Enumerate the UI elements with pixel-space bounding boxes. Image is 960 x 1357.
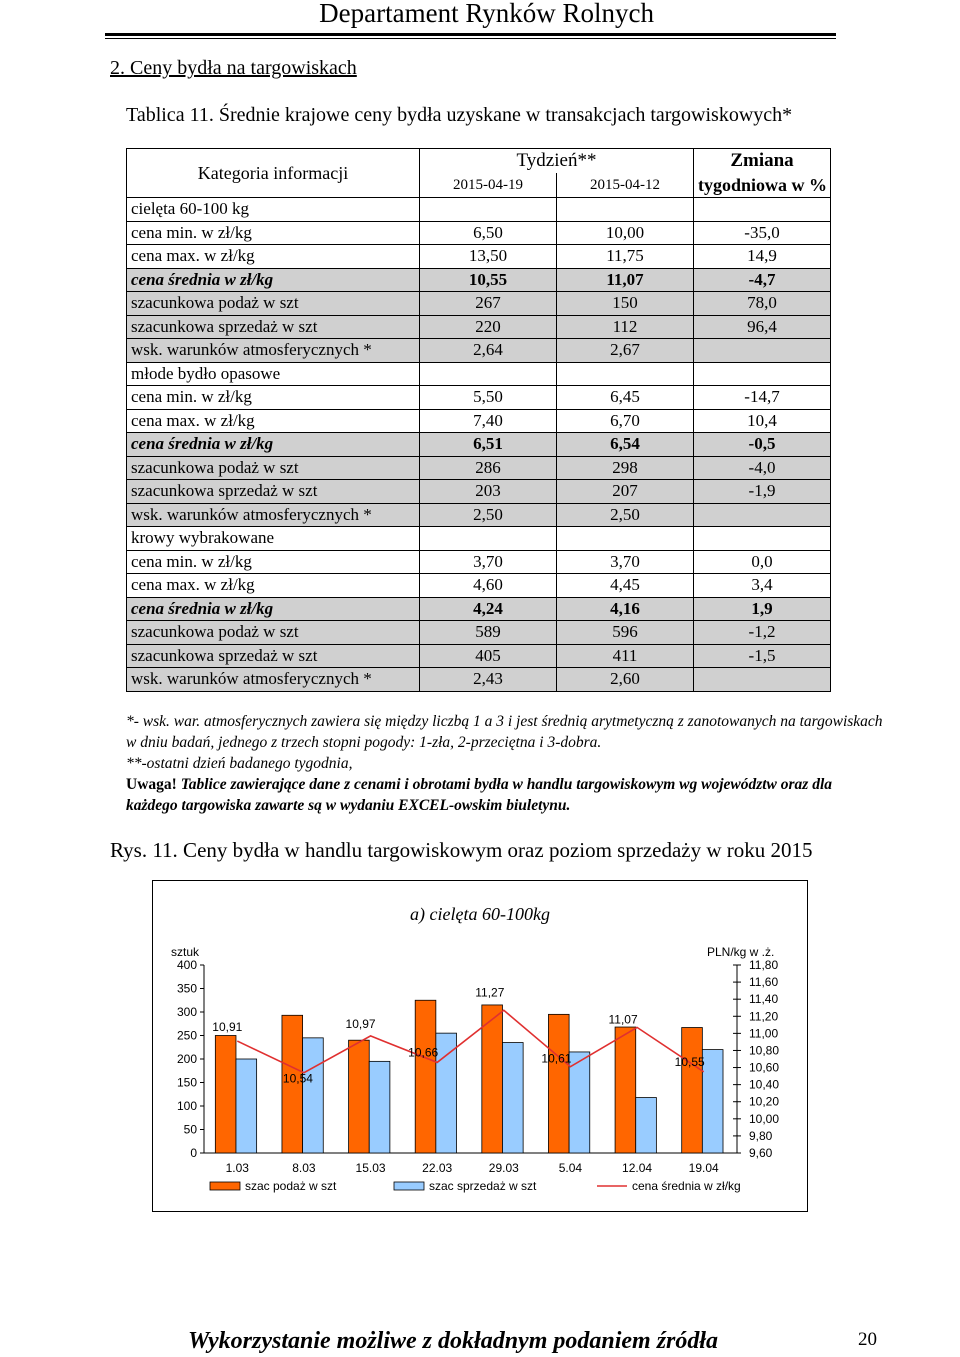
table-row	[127, 550, 831, 574]
value-week2: 411	[557, 644, 694, 668]
y2-tick-label: 11,40	[749, 992, 779, 1007]
value-change: 10,4	[694, 409, 831, 433]
value-change: -1,9	[694, 480, 831, 504]
value-week1: 5,50	[420, 386, 557, 410]
value-week1: 2,64	[420, 339, 557, 363]
value-week2: 596	[557, 621, 694, 645]
value-week1: 6,50	[420, 221, 557, 245]
row-label: cena średnia w zł/kg	[127, 433, 420, 457]
table-row	[127, 409, 831, 433]
header-change-unit: tygodniowa w %	[694, 173, 831, 198]
category-name: młode bydło opasowe	[127, 362, 420, 386]
table-row	[127, 268, 831, 292]
empty-cell	[694, 527, 831, 551]
value-week2: 11,75	[557, 245, 694, 269]
row-label: szacunkowa podaż w szt	[127, 456, 420, 480]
bar-supply	[415, 1000, 436, 1153]
row-label: szacunkowa podaż w szt	[127, 292, 420, 316]
header-change: Zmiana	[694, 149, 831, 174]
y2-tick-label: 9,80	[749, 1128, 773, 1143]
y2-tick-label: 11,20	[749, 1009, 779, 1024]
value-week1: 2,50	[420, 503, 557, 527]
price-data-label: 10,91	[212, 1020, 243, 1035]
empty-cell	[420, 198, 557, 222]
value-week1: 2,43	[420, 668, 557, 692]
value-week2: 4,16	[557, 597, 694, 621]
value-week2: 2,50	[557, 503, 694, 527]
table-row	[127, 386, 831, 410]
chart-svg	[152, 880, 808, 1212]
header-rule-thin	[105, 38, 836, 39]
value-change: 1,9	[694, 597, 831, 621]
y2-tick-label: 11,80	[749, 958, 779, 972]
bar-supply	[548, 1014, 569, 1153]
note-warning-text: Tablice zawierające dane z cenami i obrotami bydła w handlu targowiskowym wg województw oraz dla każdego targowiska zawarte są w wydaniu EXCEL-owskim biuletynu.	[126, 776, 833, 814]
x-tick-label: 22.03	[422, 1161, 453, 1175]
value-week1: 4,60	[420, 574, 557, 598]
bar-supply	[349, 1040, 370, 1153]
price-data-label: 11,27	[475, 985, 505, 1000]
page-number: 20	[858, 1329, 877, 1350]
x-tick-label: 1.03	[225, 1161, 249, 1175]
bar-sales	[502, 1043, 523, 1153]
value-change: 96,4	[694, 315, 831, 339]
x-tick-label: 19.04	[688, 1161, 719, 1175]
x-tick-label: 8.03	[292, 1161, 316, 1175]
empty-cell	[420, 527, 557, 551]
value-change: 14,9	[694, 245, 831, 269]
value-change: 3,4	[694, 574, 831, 598]
x-tick-label: 5.04	[558, 1161, 583, 1175]
header-date1: 2015-04-19	[420, 173, 557, 198]
value-week2: 207	[557, 480, 694, 504]
table-row	[127, 574, 831, 598]
value-change: -1,2	[694, 621, 831, 645]
value-week2: 2,60	[557, 668, 694, 692]
row-label: szacunkowa sprzedaż w szt	[127, 480, 420, 504]
y2-tick-label: 11,00	[749, 1026, 779, 1041]
category-row	[127, 527, 831, 551]
bar-supply	[615, 1027, 636, 1153]
row-label: cena średnia w zł/kg	[127, 597, 420, 621]
value-week2: 6,54	[557, 433, 694, 457]
empty-cell	[420, 362, 557, 386]
value-change: 78,0	[694, 292, 831, 316]
bar-supply	[682, 1028, 703, 1153]
y-axis-label: sztuk	[171, 945, 200, 959]
price-data-label: 10,54	[282, 1071, 313, 1086]
table-row	[127, 456, 831, 480]
y-tick-label: 300	[176, 1005, 197, 1019]
y-tick-label: 100	[176, 1099, 197, 1113]
row-label: wsk. warunków atmosferycznych *	[127, 503, 420, 527]
row-label: cena średnia w zł/kg	[127, 268, 420, 292]
chart-container	[152, 880, 808, 1212]
table-row	[127, 644, 831, 668]
value-change: -1,5	[694, 644, 831, 668]
value-week2: 150	[557, 292, 694, 316]
row-label: cena min. w zł/kg	[127, 550, 420, 574]
y-tick-label: 150	[176, 1075, 197, 1090]
row-label: wsk. warunków atmosferycznych *	[127, 339, 420, 363]
legend-swatch	[394, 1182, 424, 1190]
table-row	[127, 621, 831, 645]
value-week2: 298	[557, 456, 694, 480]
row-label: cena max. w zł/kg	[127, 245, 420, 269]
category-row	[127, 198, 831, 222]
value-week2: 4,45	[557, 574, 694, 598]
table-row	[127, 503, 831, 527]
header-rule	[105, 33, 836, 36]
x-tick-label: 29.03	[488, 1161, 519, 1175]
empty-cell	[557, 198, 694, 222]
y2-tick-label: 11,60	[749, 975, 779, 990]
empty-cell	[694, 198, 831, 222]
row-label: cena max. w zł/kg	[127, 409, 420, 433]
value-change	[694, 668, 831, 692]
figure-caption: Rys. 11. Ceny bydła w handlu targowiskowym oraz poziom sprzedaży w roku 2015	[110, 838, 813, 862]
value-week2: 11,07	[557, 268, 694, 292]
value-week2: 10,00	[557, 221, 694, 245]
bar-sales	[303, 1038, 324, 1153]
footer-source-note: Wykorzystanie możliwe z dokładnym podaniem źródła	[188, 1328, 719, 1354]
header-category: Kategoria informacji	[127, 149, 420, 198]
value-change: -14,7	[694, 386, 831, 410]
table-row	[127, 433, 831, 457]
table-caption: Tablica 11. Średnie krajowe ceny bydła uzyskane w transakcjach targowiskowych*	[126, 104, 793, 126]
value-week1: 3,70	[420, 550, 557, 574]
value-week2: 6,45	[557, 386, 694, 410]
category-name: cielęta 60-100 kg	[127, 198, 420, 222]
value-week1: 286	[420, 456, 557, 480]
price-data-label: 11,07	[608, 1012, 638, 1027]
empty-cell	[694, 362, 831, 386]
legend-label: cena średnia w zł/kg	[632, 1179, 741, 1193]
category-name: krowy wybrakowane	[127, 527, 420, 551]
y2-tick-label: 10,80	[749, 1043, 780, 1058]
row-label: szacunkowa podaż w szt	[127, 621, 420, 645]
note-last-day: **-ostatni dzień badanego tygodnia,	[126, 755, 353, 772]
value-week1: 10,55	[420, 268, 557, 292]
row-label: wsk. warunków atmosferycznych *	[127, 668, 420, 692]
table-row	[127, 315, 831, 339]
bar-sales	[702, 1050, 723, 1153]
row-label: szacunkowa sprzedaż w szt	[127, 644, 420, 668]
bar-sales	[436, 1033, 457, 1153]
value-change: 0,0	[694, 550, 831, 574]
table-row	[127, 339, 831, 363]
note-warning	[126, 774, 886, 816]
table-row	[127, 668, 831, 692]
row-label: cena min. w zł/kg	[127, 221, 420, 245]
value-week1: 203	[420, 480, 557, 504]
bar-sales	[236, 1059, 257, 1153]
price-data-label: 10,97	[345, 1016, 376, 1031]
price-data-label: 10,55	[674, 1054, 705, 1069]
value-change	[694, 503, 831, 527]
value-change: -4,7	[694, 268, 831, 292]
table-row	[127, 292, 831, 316]
y-tick-label: 350	[176, 981, 197, 996]
y2-tick-label: 10,00	[749, 1111, 780, 1126]
bar-sales	[569, 1052, 590, 1153]
department-title: Departament Rynków Rolnych	[319, 0, 654, 28]
value-week1: 405	[420, 644, 557, 668]
chart-title: a) cielęta 60-100kg	[410, 904, 550, 924]
row-label: cena min. w zł/kg	[127, 386, 420, 410]
legend-label: szac sprzedaż w szt	[429, 1179, 537, 1193]
legend-label: szac podaż w szt	[245, 1179, 337, 1193]
note-warning-lead: Uwaga!	[126, 776, 177, 793]
value-change: -35,0	[694, 221, 831, 245]
value-week2: 6,70	[557, 409, 694, 433]
table-row	[127, 480, 831, 504]
x-tick-label: 15.03	[355, 1161, 386, 1175]
category-row	[127, 362, 831, 386]
header-week: Tydzień**	[420, 149, 694, 174]
value-week2: 3,70	[557, 550, 694, 574]
value-change	[694, 339, 831, 363]
price-data-label: 10,66	[408, 1045, 439, 1060]
x-tick-label: 12.04	[622, 1161, 653, 1175]
bar-supply	[482, 1005, 503, 1153]
row-label: szacunkowa sprzedaż w szt	[127, 315, 420, 339]
y2-axis-label: PLN/kg w .ż.	[707, 945, 775, 959]
y-tick-label: 250	[176, 1028, 197, 1043]
table-row	[127, 221, 831, 245]
value-week1: 589	[420, 621, 557, 645]
y-tick-label: 200	[176, 1052, 197, 1066]
empty-cell	[557, 362, 694, 386]
table-row	[127, 245, 831, 269]
value-week1: 4,24	[420, 597, 557, 621]
table-row	[127, 597, 831, 621]
value-week1: 13,50	[420, 245, 557, 269]
bar-sales	[636, 1098, 657, 1153]
value-change: -0,5	[694, 433, 831, 457]
legend-swatch	[210, 1182, 240, 1190]
y-tick-label: 50	[183, 1122, 197, 1137]
value-week1: 220	[420, 315, 557, 339]
empty-cell	[557, 527, 694, 551]
section-heading: 2. Ceny bydła na targowiskach	[110, 57, 357, 79]
y2-tick-label: 10,20	[749, 1094, 780, 1109]
y2-tick-label: 10,40	[749, 1077, 780, 1092]
price-data-label: 10,61	[541, 1051, 572, 1066]
y-tick-label: 0	[190, 1146, 197, 1160]
y2-tick-label: 9,60	[749, 1146, 773, 1160]
value-week1: 7,40	[420, 409, 557, 433]
note-weather: *- wsk. war. atmosferycznych zawiera się między liczbą 1 a 3 i jest średnią arytmetyczną z zanotowanych na targowiskach w dniu badań, jednego z trzech stopni pogody: 1-zła, 2-przeciętna i 3-dobra.	[126, 713, 883, 751]
bar-supply	[215, 1036, 236, 1154]
y-tick-label: 400	[176, 958, 197, 972]
value-week1: 6,51	[420, 433, 557, 457]
prices-table	[126, 148, 831, 692]
y2-tick-label: 10,60	[749, 1060, 780, 1075]
row-label: cena max. w zł/kg	[127, 574, 420, 598]
value-week2: 2,67	[557, 339, 694, 363]
value-week1: 267	[420, 292, 557, 316]
value-change: -4,0	[694, 456, 831, 480]
table-notes	[126, 711, 886, 816]
value-week2: 112	[557, 315, 694, 339]
header-date2: 2015-04-12	[557, 173, 694, 198]
bar-sales	[369, 1061, 390, 1153]
